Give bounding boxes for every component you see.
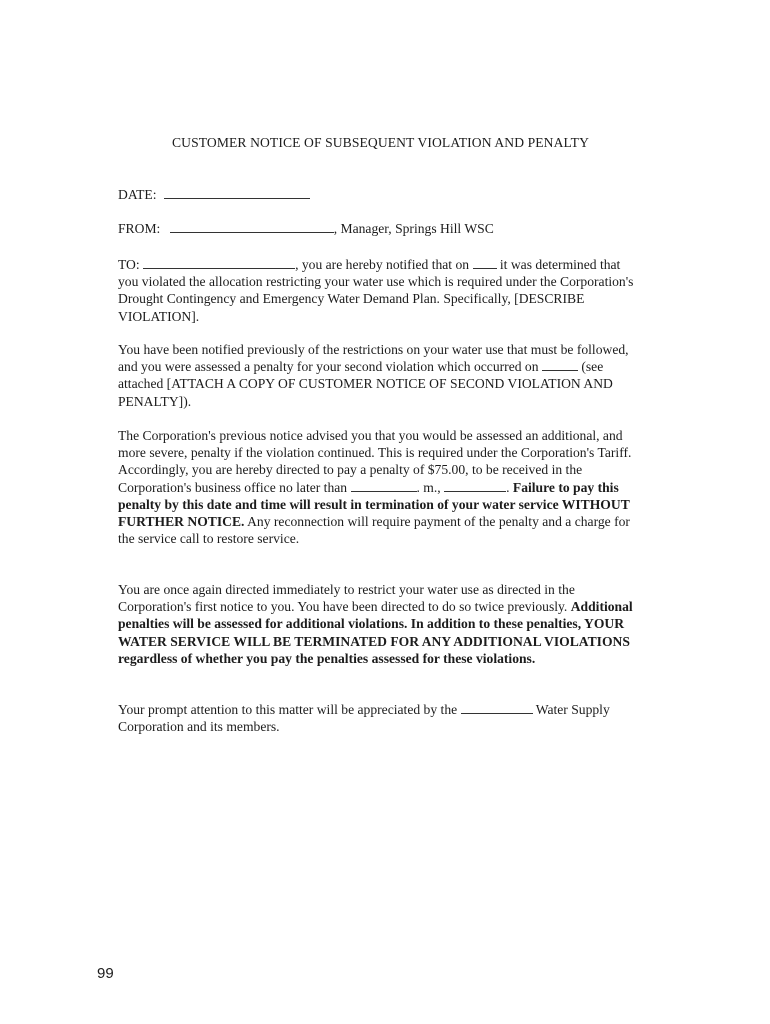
p3-text-4: Any reconnection will require payment of the penalty and a charge for the service call to restore service. (118, 514, 630, 547)
from-suffix: , Manager, Springs Hill WSC (333, 221, 494, 236)
from-label: FROM: (118, 221, 161, 236)
deadline-date-blank (444, 480, 506, 492)
restriction-paragraph (118, 581, 643, 667)
from-line (118, 221, 494, 237)
from-blank (170, 221, 334, 233)
date-label: DATE: (118, 187, 157, 202)
second-violation-date-blank (542, 359, 578, 371)
closing-paragraph (118, 701, 643, 735)
to-paragraph (118, 256, 643, 325)
termination-warning: Failure to pay this penalty by this date and time will result in termination of your water service WITHOUT FURTHER NOTICE. (118, 479, 630, 530)
date-blank (164, 187, 310, 199)
violation-date-blank (473, 257, 497, 269)
to-label: TO: (118, 257, 140, 272)
corporation-name-blank (461, 702, 533, 714)
date-line (118, 187, 310, 203)
previous-notice-paragraph (118, 341, 643, 410)
to-text-1: , you are hereby notified that on (295, 257, 470, 272)
page-number: 99 (97, 965, 114, 982)
p4-text-1: You are once again directed immediately to restrict your water use as directed in the Corporation's first notice to you. You have been directed to do so twice previously. (118, 582, 575, 615)
to-text-2: it was determined that you violated the allocation restricting your water use which is required under the Corporation's Drought Contingency and Emergency Water Demand Plan. Specifically, [DESCRIBE VIOLATION]. (118, 257, 634, 324)
p5-text-1: Your prompt attention to this matter will be appreciated by the (118, 702, 458, 717)
notice-title: CUSTOMER NOTICE OF SUBSEQUENT VIOLATION AND PENALTY (172, 135, 589, 150)
p3-text-1: The Corporation's previous notice advised you that you would be assessed an additional, and more severe, penalty if the violation continued. This is required under the Corporation's Tariff. Accordingly, you are hereby directed to pay a penalty of $75.00, to be received in the Corporation's business office no later than (118, 428, 632, 495)
additional-penalties-warning: Additional penalties will be assessed for additional violations. In addition to these penalties, YOUR WATER SERVICE WILL BE TERMINATED FOR ANY ADDITIONAL VIOLATIONS regardless of whether you pay the penalties assessed for these violations. (118, 599, 633, 666)
p2-text-2: (see attached [ATTACH A COPY OF CUSTOMER NOTICE OF SECOND VIOLATION AND PENALTY]). (118, 359, 613, 409)
to-blank (143, 257, 295, 269)
p2-text-1: You have been notified previously of the restrictions on your water use that must be followed, and you were assessed a penalty for your second violation which occurred on (118, 342, 629, 375)
p3-text-2: . m., (416, 479, 441, 495)
penalty-paragraph (118, 427, 643, 547)
deadline-time-blank (351, 480, 417, 492)
p5-text-2: Water Supply Corporation and its members. (118, 702, 610, 735)
p3-text-3: . (506, 479, 510, 495)
